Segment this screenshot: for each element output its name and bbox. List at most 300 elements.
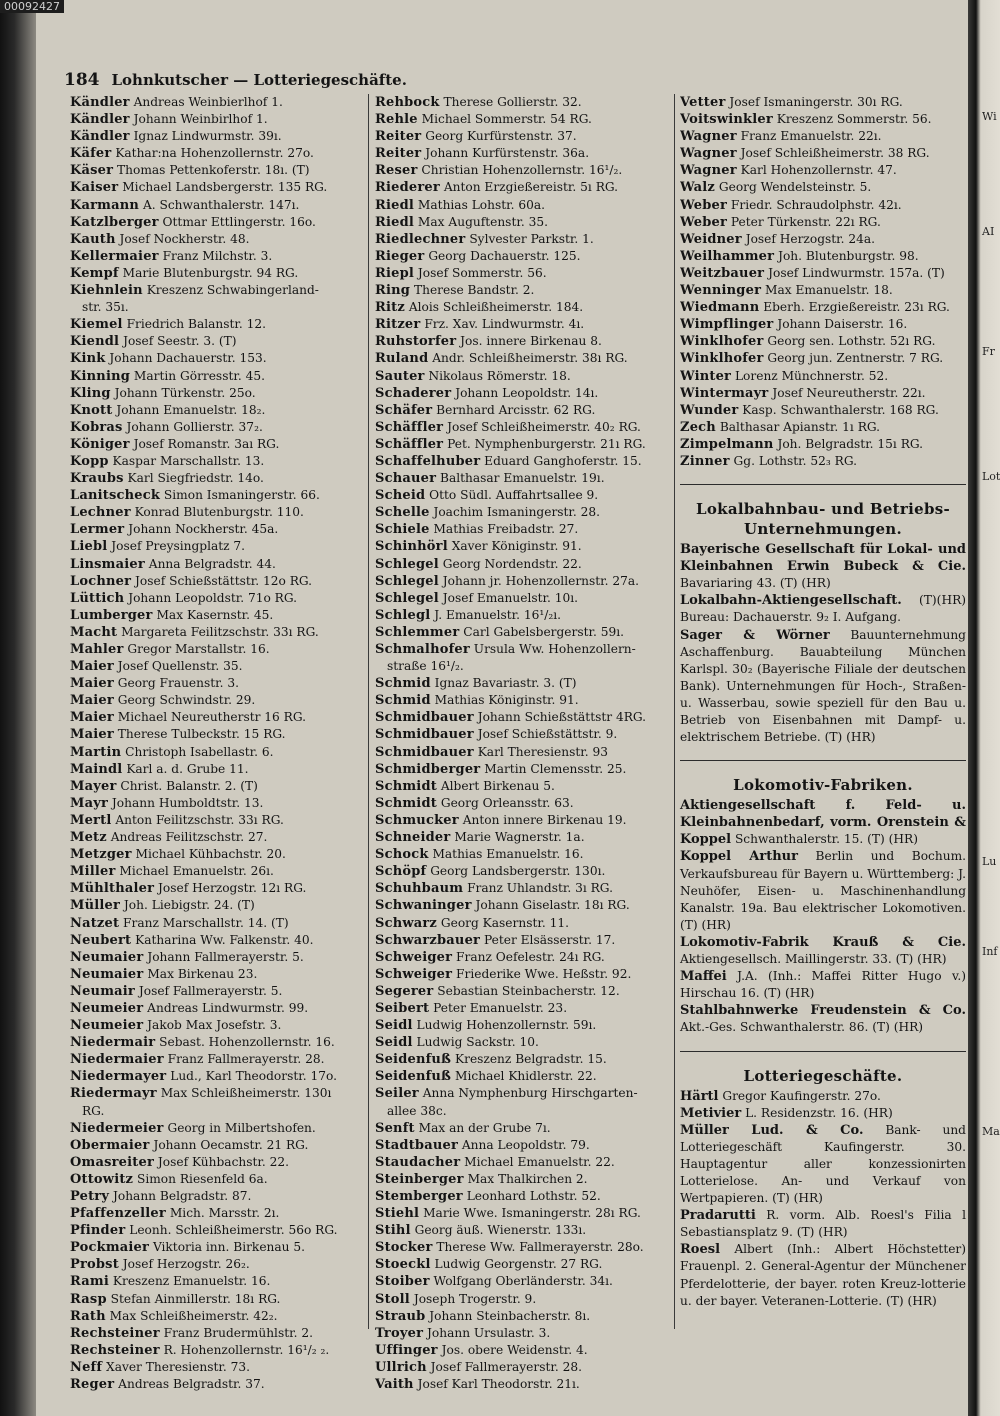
entry-detail: Andreas Weinbierlhof 1. [133, 95, 283, 109]
entry-name: Zech [680, 419, 716, 435]
entry-name: Kraubs [70, 471, 124, 487]
entry-name: Kling [70, 385, 111, 401]
entry-detail: Johann Fallmerayerstr. 5. [147, 949, 304, 964]
entry-name: Reser [375, 163, 418, 179]
entry-name: Kiendl [70, 334, 120, 350]
entry-detail: Martin Görresstr. 45. [133, 368, 265, 383]
list-item [375, 197, 671, 214]
entry-name: Ritz [375, 300, 405, 316]
list-item [375, 1017, 671, 1034]
entry-name: Wenninger [680, 283, 762, 299]
list-item [70, 487, 362, 504]
entry-detail: J. Emanuelstr. 16¹/₂ı. [434, 607, 562, 622]
entry-detail: Peter Türkenstr. 22ı RG. [730, 214, 881, 229]
entry-name: Aktiengesellschaft f. Feld- u. Kleinbahnenbedarf, vorm. Orenstein & Koppel [680, 798, 966, 848]
entry-detail: Georg Frauenstr. 3. [117, 676, 240, 691]
list-item [375, 128, 671, 145]
list-item [70, 128, 362, 145]
entry-name: Ruland [375, 351, 429, 367]
entry-detail: Georg Dachauerstr. 125. [428, 248, 581, 263]
entry-name: Schmidberger [375, 761, 481, 777]
edge-fragment: Lu [982, 855, 997, 868]
entry-detail: Johann Oecamstr. 21 RG. [153, 1137, 309, 1152]
list-item [375, 573, 671, 590]
section-entry [680, 627, 966, 747]
list-item [70, 675, 362, 692]
list-item [70, 590, 362, 607]
entry-detail: Mathias Königinstr. 91. [434, 693, 579, 708]
entry-name: Maier [70, 710, 114, 726]
entry-detail: Sebast. Hohenzollernstr. 16. [159, 1035, 335, 1050]
list-item [375, 265, 671, 282]
entry-detail: Mich. Marsstr. 2ı. [169, 1206, 280, 1221]
entry-name: Reiter [375, 146, 422, 162]
entry-detail: Johann jr. Hohenzollernstr. 27a. [442, 573, 640, 588]
entry-name: Stoiber [375, 1274, 430, 1290]
list-item [680, 162, 966, 179]
entry-detail: Michael Neureutherstr 16 RG. [117, 710, 307, 725]
entry-name: Rechsteiner [70, 1325, 160, 1341]
entry-detail: Georg sen. Lothstr. 52ı RG. [767, 334, 936, 349]
entry-detail: Marie Blutenburgstr. 94 RG. [122, 265, 299, 280]
list-item [375, 1256, 671, 1273]
entry-name: Ullrich [375, 1359, 427, 1375]
entry-detail: Johann Dachauerstr. 153. [109, 351, 267, 366]
list-item [70, 744, 362, 761]
list-item [375, 829, 671, 846]
entry-detail: Josef Schleißheimerstr. 38 RG. [740, 146, 930, 161]
list-item [70, 316, 362, 333]
entry-name: Pfaffenzeller [70, 1206, 166, 1222]
list-item [375, 1291, 671, 1308]
list-item [70, 162, 362, 179]
entry-name: Mayer [70, 778, 117, 794]
list-item [70, 1034, 362, 1051]
list-item [375, 983, 671, 1000]
entry-detail: Georg Landsbergerstr. 130ı. [430, 864, 606, 879]
list-item [375, 1120, 671, 1137]
list-item [375, 368, 671, 385]
list-item [375, 692, 671, 709]
entry-detail: Therese Gollierstr. 32. [443, 95, 582, 109]
list-item [70, 966, 362, 983]
entry-detail: Georg in Milbertshofen. [167, 1120, 316, 1135]
list-item [375, 1222, 671, 1239]
list-item [375, 1171, 671, 1188]
entry-detail: Sebastian Steinbacherstr. 12. [437, 983, 620, 998]
entry-name: Kiehnlein [70, 283, 143, 299]
entry-name: Lokalbahn-Aktiengesellschaft. [680, 593, 902, 609]
list-item [70, 658, 362, 675]
entry-detail: Bavariaring 43. (T) (HR) [680, 576, 831, 591]
entry-name: Schlegel [375, 590, 439, 606]
entry-detail: Christoph Isabellastr. 6. [125, 744, 274, 759]
list-item [375, 385, 671, 402]
entry-name: Schmucker [375, 812, 459, 828]
entry-name: Kellermaier [70, 248, 159, 264]
edge-fragment: AI [982, 225, 995, 238]
entry-detail: Mathias Freibadstr. 27. [433, 522, 579, 537]
entry-name: Uffinger [375, 1342, 438, 1358]
entry-name: Schiele [375, 522, 430, 538]
list-item [70, 726, 362, 743]
list-item [70, 795, 362, 812]
list-item [375, 1325, 671, 1342]
entry-continuation: allee 38c. [387, 1103, 447, 1118]
entry-name: Kopp [70, 453, 109, 469]
entry-name: Schaffelhuber [375, 453, 481, 469]
list-item [70, 282, 362, 299]
entry-name: Seiler [375, 1086, 419, 1102]
entry-detail: Andreas Belgradstr. 37. [118, 1377, 265, 1392]
list-item [375, 1137, 671, 1154]
entry-name: Schuhbaum [375, 881, 464, 897]
list-item [375, 521, 671, 538]
entry-detail: Josef Herzogstr. 24a. [745, 231, 876, 246]
section-entry [680, 1105, 966, 1122]
list-item [70, 641, 362, 658]
entry-detail: Johann Schießstättstr 4RG. [477, 710, 647, 725]
entry-detail: Franz Fallmerayerstr. 28. [167, 1052, 325, 1067]
list-item [375, 1085, 671, 1102]
entry-name: Mühlthaler [70, 881, 155, 897]
entry-detail: Johann Humboldtstr. 13. [111, 795, 264, 810]
entry-detail: R. vorm. Alb. Roesl's Filia l Sebastiansplatz 9. (T) (HR) [680, 1208, 967, 1240]
entry-detail: Stefan Ainmillerstr. 18ı RG. [110, 1291, 281, 1306]
list-item [375, 1034, 671, 1051]
list-item [375, 726, 671, 743]
entry-name: Maier [70, 659, 114, 675]
list-item [375, 419, 671, 436]
entry-name: Sauter [375, 368, 425, 384]
page-binding-shadow [0, 0, 36, 1416]
entry-name: Mayr [70, 795, 109, 811]
entry-name: Schmidt [375, 795, 437, 811]
list-item [375, 145, 671, 162]
list-item [375, 846, 671, 863]
entry-detail: Franz Oefelestr. 24ı RG. [456, 949, 605, 964]
list-item [375, 915, 671, 932]
list-item [70, 1120, 362, 1137]
entry-name: Roesl [680, 1242, 721, 1258]
list-item [70, 231, 362, 248]
entry-name: Schmidbauer [375, 744, 474, 760]
list-item [70, 504, 362, 521]
section-entry [680, 1002, 966, 1036]
list-item [375, 1342, 671, 1359]
entry-detail: Max an der Grube 7ı. [418, 1120, 551, 1135]
column-divider [674, 94, 675, 1329]
list-item [70, 1291, 362, 1308]
entry-detail: Lorenz Münchnerstr. 52. [734, 368, 889, 383]
list-item [70, 197, 362, 214]
entry-detail: Johann Nockherstr. 45a. [128, 522, 279, 537]
entry-detail: Eberh. Erzgießereistr. 23ı RG. [763, 300, 950, 315]
entry-name: Käser [70, 163, 114, 179]
entry-name: Scheid [375, 488, 426, 504]
entry-name: Neumeier [70, 1000, 144, 1016]
entry-name: Straub [375, 1308, 426, 1324]
entry-name: Pradarutti [680, 1208, 756, 1224]
entry-detail: Karl Hohenzollernstr. 47. [740, 163, 897, 178]
list-item [680, 128, 966, 145]
entry-detail: Max Auguftenstr. 35. [417, 214, 548, 229]
list-item [70, 607, 362, 624]
entry-name: Niedermaier [70, 1052, 164, 1068]
entry-detail: Karl a. d. Grube 11. [126, 761, 249, 776]
entry-name: Bayerische Gesellschaft für Lokal- und Kleinbahnen Erwin Bubeck & Cie. [680, 542, 966, 575]
list-item [375, 607, 671, 624]
page-title: Lohnkutscher — Lotteriegeschäfte. [111, 71, 407, 89]
entry-name: Karmann [70, 197, 140, 213]
entry-detail: Josef Schießstättstr. 9. [477, 727, 618, 742]
entry-detail: Friedrich Balanstr. 12. [126, 317, 267, 332]
entry-detail: Balthasar Emanuelstr. 19ı. [440, 471, 605, 486]
entry-detail: Gregor Kaufingerstr. 27o. [722, 1088, 881, 1103]
entry-detail: Anton Erzgießereistr. 5ı RG. [443, 180, 619, 195]
entry-detail: Ignaz Lindwurmstr. 39ı. [133, 129, 282, 144]
entry-detail: Georg Orleansstr. 63. [440, 795, 574, 810]
entry-name: Riederer [375, 180, 440, 196]
entry-name: Seidenfuß [375, 1052, 452, 1068]
entry-name: Koppel Arthur [680, 849, 798, 865]
entry-name: Maffei [680, 969, 727, 985]
list-item [680, 231, 966, 248]
list-item [70, 1000, 362, 1017]
entry-detail: Franz Marschallstr. 14. (T) [123, 915, 289, 930]
list-item [375, 1000, 671, 1017]
entry-name: Stiehl [375, 1206, 420, 1222]
entry-name: Seibert [375, 1000, 430, 1016]
list-item [70, 709, 362, 726]
entry-detail: Albert (Inh.: Albert Höchstetter) Frauenpl. 2. General-Agentur der Münchener Pferdelotterie, der bayer. roten Kreuz-lotterie u. der bayer. Veteranen-Lotterie. (T) (HR) [680, 1242, 967, 1308]
section-rule [680, 760, 966, 761]
list-item [375, 316, 671, 333]
entry-detail: Franz Uhlandstr. 3ı RG. [467, 881, 613, 896]
entry-detail: Johann Kurfürstenstr. 36a. [425, 146, 590, 161]
entry-name: Reiter [375, 129, 422, 145]
entry-name: Reger [70, 1377, 115, 1393]
section-entry [680, 934, 966, 968]
list-item [375, 402, 671, 419]
list-item [70, 265, 362, 282]
entry-detail: Michael Khidlerstr. 22. [455, 1069, 597, 1084]
entry-detail: Kasp. Schwanthalerstr. 168 RG. [742, 402, 939, 417]
list-item [375, 1188, 671, 1205]
entry-detail: Wolfgang Oberländerstr. 34ı. [433, 1274, 613, 1289]
entry-detail: Leonhard Lothstr. 52. [466, 1189, 601, 1203]
entry-name: Kändler [70, 129, 130, 145]
entry-name: Riedl [375, 197, 415, 213]
list-item [70, 624, 362, 641]
list-item [70, 1376, 362, 1393]
entry-name: Müller [70, 898, 121, 914]
list-item [375, 590, 671, 607]
list-item [375, 1051, 671, 1068]
entry-detail: Joachim Ismaningerstr. 28. [433, 505, 601, 520]
entry-detail: Viktoria inn. Birkenau 5. [152, 1240, 305, 1255]
entry-detail: Josef Fallmerayerstr. 28. [430, 1359, 582, 1374]
list-item [375, 231, 671, 248]
entry-name: Lechner [70, 505, 131, 521]
entry-name: Kauth [70, 231, 116, 247]
entry-name: Kobras [70, 419, 123, 435]
column-3 [680, 94, 966, 1310]
entry-detail: Georg Kurfürstenstr. 37. [425, 129, 577, 144]
entry-detail: Johann Steinbacherstr. 8ı. [429, 1308, 591, 1323]
entry-name: Walz [680, 180, 716, 196]
entry-detail: Mathias Emanuelstr. 16. [432, 847, 584, 862]
section-title-lokalbahn: Lokalbahnbau- und Betriebs- Unternehmungen. [695, 500, 951, 539]
col3-entries [680, 94, 966, 470]
section-title-lotterie: Lotteriegeschäfte. [743, 1066, 903, 1085]
list-item [375, 761, 671, 778]
entry-name: Rami [70, 1274, 110, 1290]
entry-name: Metz [70, 830, 107, 846]
section-rule [680, 1051, 966, 1052]
entry-name: Wiedmann [680, 300, 760, 316]
entry-continuation: straße 16¹/₂. [387, 659, 464, 674]
list-item [680, 385, 966, 402]
entry-name: Müller Lud. & Co. [680, 1122, 864, 1138]
entry-detail: Therese Bandstr. 2. [413, 283, 535, 298]
entry-name: Schmid [375, 693, 431, 709]
section-rule [680, 484, 966, 485]
entry-detail: Georg Wendelsteinstr. 5. [718, 180, 872, 195]
entry-detail: Friederike Wwe. Heßstr. 92. [456, 966, 632, 981]
entry-detail: Karl Theresienstr. 93 [477, 744, 609, 759]
section-entry [680, 797, 966, 848]
entry-detail: Ludwig Georgenstr. 27 RG. [434, 1257, 603, 1272]
entry-name: Schmidbauer [375, 710, 474, 726]
column-divider [368, 94, 369, 1329]
entry-detail: L. Residenzstr. 16. (HR) [745, 1105, 893, 1120]
list-item [375, 880, 671, 897]
entry-detail: Joh. Belgradstr. 15ı RG. [777, 436, 924, 451]
list-item [680, 248, 966, 265]
entry-name: Königer [70, 436, 130, 452]
entry-detail: Georg Kasernstr. 11. [440, 915, 569, 930]
entry-detail: Johann Giselastr. 18ı RG. [475, 898, 630, 913]
entry-name: Riedl [375, 214, 415, 230]
entry-continuation: RG. [82, 1103, 105, 1118]
entry-detail: Martin Clemensstr. 25. [484, 761, 627, 776]
entry-name: Schlemmer [375, 624, 460, 640]
list-item [70, 1273, 362, 1290]
list-item [375, 641, 671, 658]
list-item [70, 368, 362, 385]
entry-detail: Anna Nymphenburg Hirschgarten- [422, 1086, 638, 1101]
entry-name: Kändler [70, 95, 130, 110]
section-entry [680, 1122, 966, 1207]
list-item [70, 94, 362, 111]
entry-detail: Johann Emanuelstr. 18₂. [116, 402, 266, 417]
list-item [375, 504, 671, 521]
list-item [680, 282, 966, 299]
list-item [70, 436, 362, 453]
entry-detail: Max Schleißheimerstr. 42₂. [109, 1308, 278, 1323]
entry-name: Stihl [375, 1223, 411, 1239]
entry-detail: Michael Landsbergerstr. 135 RG. [122, 180, 328, 195]
entry-detail: Michael Emanuelstr. 22. [464, 1154, 615, 1169]
entry-detail: Johann Ursulastr. 3. [427, 1325, 551, 1340]
entry-detail: Ottmar Ettlingerstr. 16o. [162, 214, 316, 229]
entry-name: Sager & Wörner [680, 627, 830, 643]
list-item [70, 538, 362, 555]
column-1 [70, 94, 362, 1393]
entry-detail: A. Schwanthalerstr. 147ı. [142, 197, 300, 212]
entry-detail: Josef Preysingplatz 7. [111, 539, 246, 554]
list-item [680, 316, 966, 333]
entry-name: Liebl [70, 539, 108, 555]
entry-detail: Joseph Trogerstr. 9. [413, 1291, 537, 1306]
entry-detail: Gg. Lothstr. 52₃ RG. [733, 453, 857, 468]
entry-name: Maier [70, 693, 114, 709]
entry-name: Metivier [680, 1105, 742, 1121]
entry-name: Maier [70, 676, 114, 692]
entry-name: Käfer [70, 146, 112, 162]
section-entry [680, 848, 966, 933]
list-item [375, 350, 671, 367]
entry-detail: Karl Siegfriedstr. 14o. [127, 471, 264, 486]
entry-detail: Johann Leopoldstr. 71o RG. [128, 590, 298, 605]
entry-detail: Ludwig Sackstr. 10. [416, 1035, 539, 1050]
entry-name: Senft [375, 1120, 415, 1136]
entry-name: Lüttich [70, 590, 125, 606]
entry-name: Wunder [680, 402, 739, 418]
list-item [680, 436, 966, 453]
entry-detail: Carl Gabelsbergerstr. 59ı. [463, 624, 624, 639]
entry-detail: Friedr. Schraudolphstr. 42ı. [730, 197, 902, 212]
entry-name: Miller [70, 864, 116, 880]
entry-detail: Schwanthalerstr. 15. (T) (HR) [734, 832, 918, 847]
entry-name: Seidl [375, 1018, 413, 1034]
edge-fragment: Wi [982, 110, 997, 123]
entry-name: Lanitscheck [70, 488, 161, 504]
entry-name: Winklhofer [680, 351, 764, 367]
entry-detail: Andr. Schleißheimerstr. 38ı RG. [432, 351, 628, 366]
entry-detail: Ursula Ww. Hohenzollern- [473, 642, 636, 656]
list-item [70, 692, 362, 709]
list-item [70, 419, 362, 436]
list-item [70, 863, 362, 880]
entry-detail: Johann Leopoldstr. 14ı. [455, 385, 599, 400]
entry-name: Petry [70, 1189, 110, 1204]
entry-name: Riepl [375, 265, 415, 281]
list-item [375, 248, 671, 265]
entry-detail: Kaspar Marschallstr. 13. [112, 453, 265, 468]
entry-detail: Andreas Feilitzschstr. 27. [110, 830, 268, 845]
entry-detail: Therese Ww. Fallmerayerstr. 28o. [436, 1240, 644, 1255]
entry-detail: Johann Daiserstr. 16. [777, 317, 908, 332]
entry-detail: Max Thalkirchen 2. [467, 1171, 588, 1186]
entry-name: Schäfer [375, 402, 433, 418]
entry-name: Probst [70, 1257, 119, 1273]
entry-detail: Josef Kühbachstr. 22. [157, 1154, 290, 1169]
entry-name: Vaith [375, 1377, 414, 1393]
list-item [680, 299, 966, 316]
entry-name: Maindl [70, 761, 123, 777]
entry-detail: Berlin und Bochum. Verkaufsbureau für Bayern u. Württemberg: J. Neuhöfer, Eisen- u. Maschinenhandlung Kanalstr. 19a. Bau elektrischer Lokomotiven. (T) (HR) [680, 849, 966, 932]
entry-name: Troyer [375, 1325, 424, 1341]
entry-name: Linsmaier [70, 556, 145, 572]
entry-name: Schmidt [375, 778, 437, 794]
entry-detail: Georg Nordendstr. 22. [442, 556, 582, 571]
entry-name: Zinner [680, 453, 730, 469]
entry-name: Schlegl [375, 607, 431, 623]
list-item [375, 470, 671, 487]
entry-name: Neumaier [70, 949, 144, 965]
